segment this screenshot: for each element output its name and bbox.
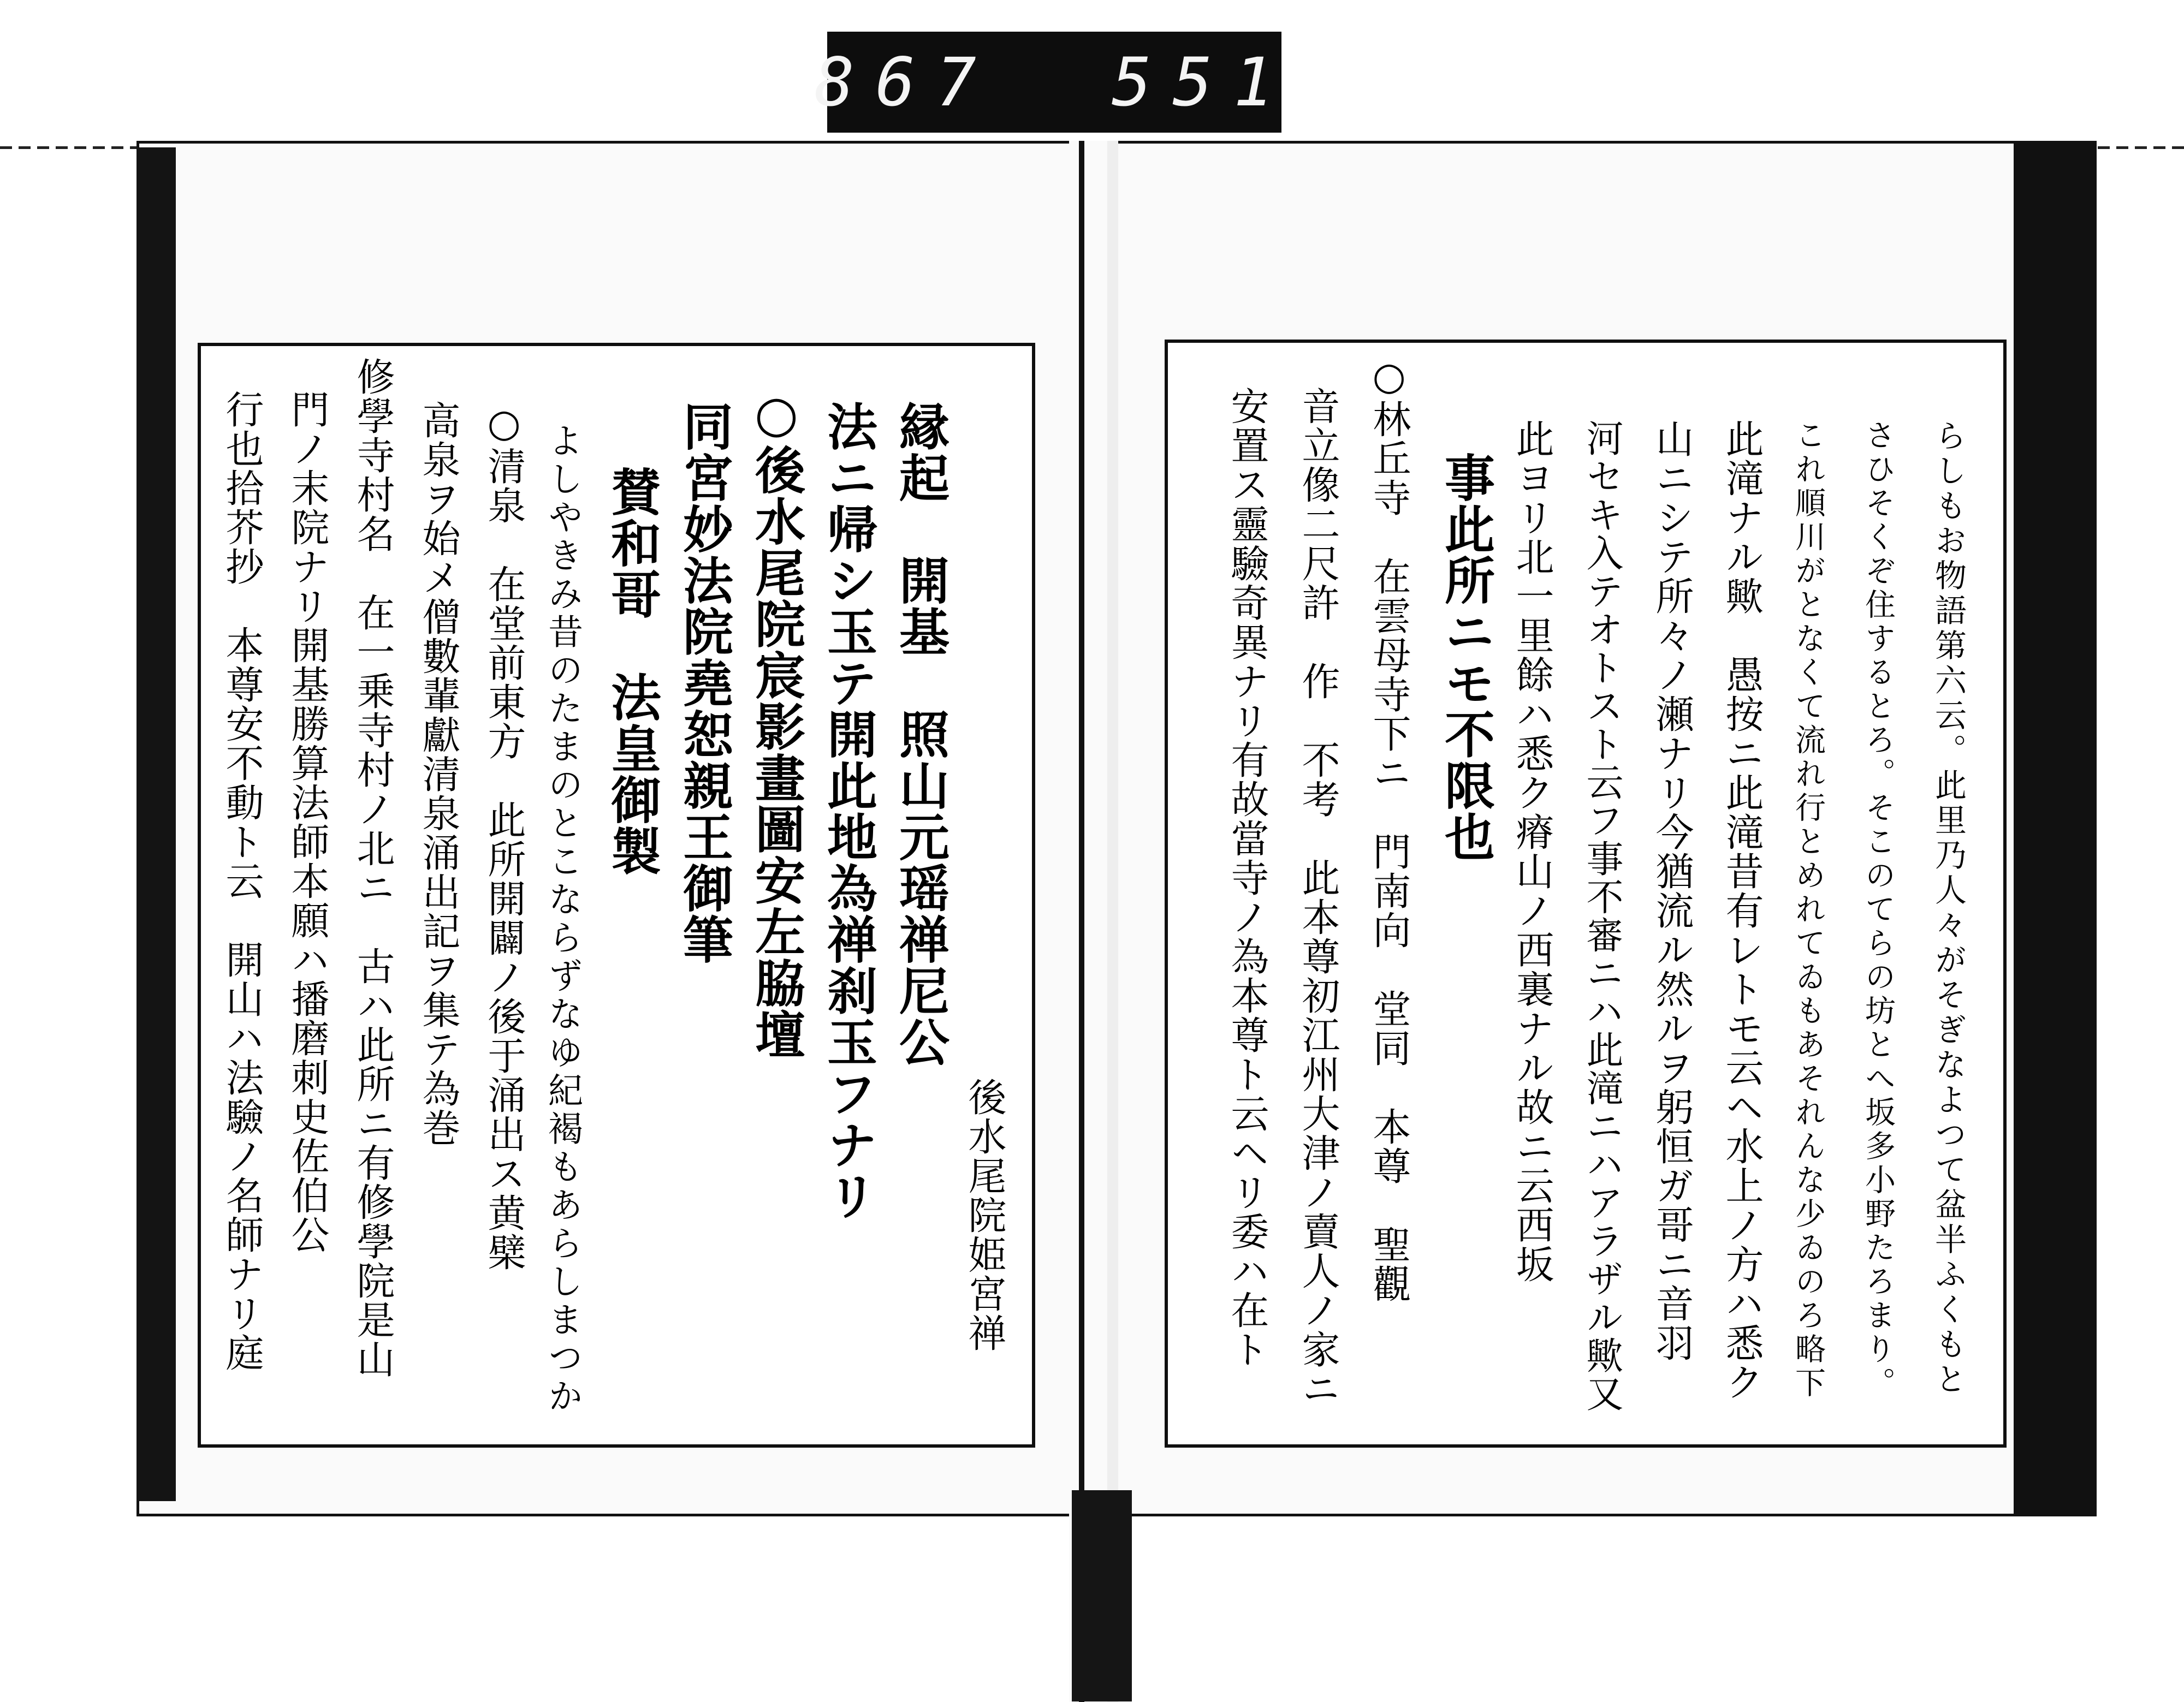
right-col-1: らしもお物語第六云。此里乃人々がそぎなよつて盆半ふくもと	[1930, 419, 1967, 1397]
left-col-6: 賛和哥 法皇御製	[603, 466, 662, 877]
right-col-3: これ順川がとなくて流れ行とめれてゐもあそれんな少ゐのろ略下	[1790, 419, 1826, 1401]
right-col-10: 音立像二尺許 作 不考 此本尊初江州大津ノ賣人ノ家ニ	[1296, 386, 1340, 1408]
right-page	[1165, 340, 2007, 1448]
left-col-8: ○清泉 在堂前東方 此所開闢ノ後于涌出ス黄檗	[482, 401, 526, 1272]
right-col-6: 河セキ入テオトスト云フ事不審ニハ此滝ニハアラザル歟又	[1580, 419, 1623, 1413]
right-col-9: ○林丘寺 在雲母寺下ニ 門南向 堂同 本尊 聖觀	[1367, 354, 1411, 1304]
left-page	[198, 343, 1035, 1448]
right-col-7: 此ヨリ北一里餘ハ悉ク瘠山ノ西裏ナル故ニ云西坂	[1510, 419, 1554, 1284]
left-col-5: 同宮妙法院堯恕親王御筆	[675, 401, 734, 965]
right-col-11: 安置ス靈驗奇異ナリ有故當寺ノ為本尊ト云ヘリ委ハ在ト	[1225, 386, 1269, 1369]
left-col-11: 門ノ末院ナリ開基勝算法師本願ハ播磨刺史佐伯公	[285, 390, 330, 1254]
book-gutter	[1069, 141, 1118, 1702]
left-col-2: 縁起 開基 照山元瑶禅尼公	[891, 401, 950, 1068]
gutter-strap	[1072, 1490, 1132, 1701]
left-col-4: ○後水尾院宸影畫圖安左脇壇	[747, 384, 806, 1060]
left-col-12: 行也拾芥抄 本尊安不動ト云 開山ハ法驗ノ名師ナリ庭	[219, 390, 264, 1372]
film-code-right: 551	[1112, 43, 1295, 121]
right-col-4: 此滝ナル歟 愚按ニ此滝昔有レトモ云ヘ水上ノ方ハ悉ク	[1719, 419, 1764, 1402]
left-col-1: 後水尾院姫宮禅	[962, 1078, 1007, 1353]
film-label	[814, 32, 1295, 133]
right-col-5: 山ニシテ所々ノ瀬ナリ今猶流ル然ルヲ躬恒ガ哥ニ音羽	[1649, 419, 1694, 1362]
left-book-edge	[136, 147, 176, 1501]
left-col-9: 高泉ヲ始メ僧數輩獻清泉涌出記ヲ集テ為巻	[416, 401, 461, 1147]
left-col-10: 修學寺村名 在一乗寺村ノ北ニ 古ハ此所ニ有修學院是山	[351, 357, 395, 1379]
left-col-3: 法ニ帰シ玉テ開此地為禅刹玉フナリ	[819, 401, 878, 1222]
right-col-8: 事此所ニモ不限也	[1437, 452, 1495, 862]
right-book-edge	[2014, 141, 2096, 1516]
right-col-2: さひそくぞ住するとろ。そこのてらの坊とへ坂多小野たろまり。	[1860, 419, 1896, 1401]
film-code-left: 867	[814, 43, 997, 121]
left-col-7: よしやきみ昔のたまのとこならずなゆ紀褐もあらしまつか	[542, 422, 583, 1416]
